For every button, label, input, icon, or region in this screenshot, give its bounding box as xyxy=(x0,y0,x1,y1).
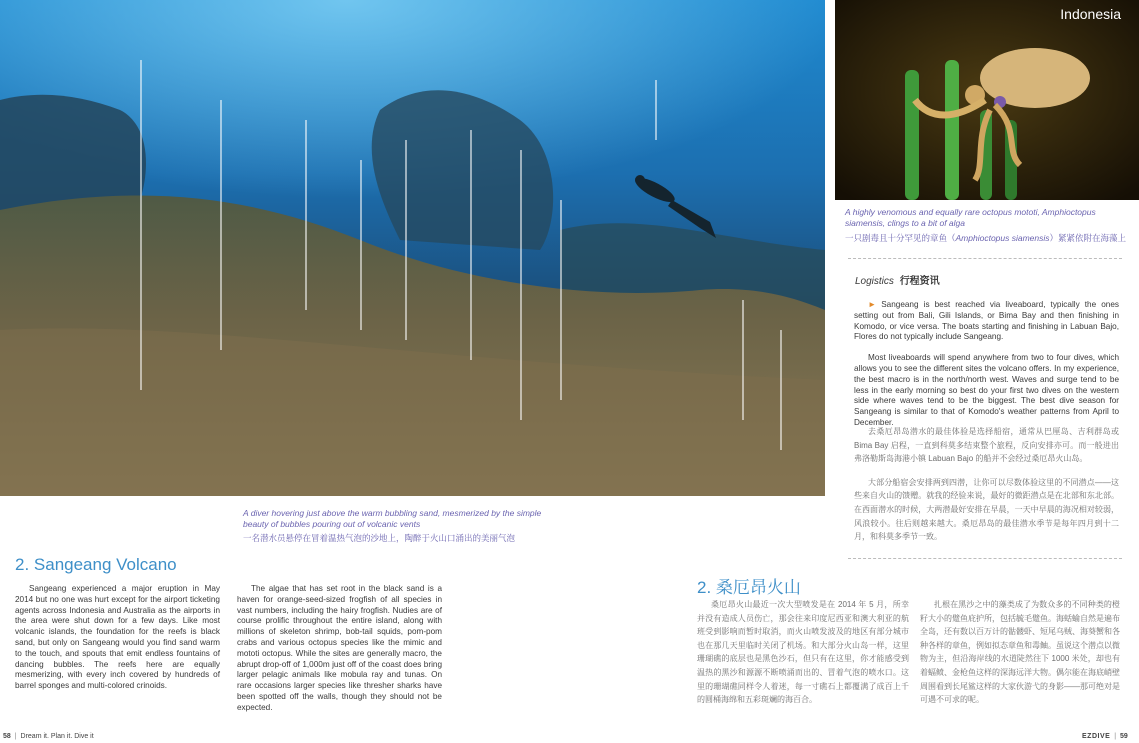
main-photo-caption-cn: 一名潜水员悬停在冒着温热气泡的沙地上，陶醉于火山口涌出的美丽气泡 xyxy=(243,533,516,543)
footer-left: 58 | Dream it. Plan it. Dive it xyxy=(3,733,94,740)
logistics-paragraph-2: Most liveaboards will spend anywhere from two to four dives, which allows you to see the different sites the volcano offers. In my experience, the best macro is in the north/north west. Waves and surge tend to be less in the early morning so best do your first two dives on the western side where waves tend to be the biggest. The best dive season for Sangeang is similar to that of Komodo's weather patterns from April to December. xyxy=(854,353,1119,427)
article-en-col1-text: Sangeang experienced a major eruption in May 2014 but no one was hurt except for the airport ticketing agents across Indonesia and Australia as the airports in the area were shut down for a few days. Like most volcanic islands, the foundation for the reefs is black sand, but only on Sangeang would you find sand warm to the touch, and spouts that emit endless fountains of dancing bubbles. The reefs here are equally mesmerizing, with every inch covered by hundreds of barrel sponges and multi-colored crinoids. xyxy=(15,584,220,691)
logistics-top-divider xyxy=(848,258,1122,259)
logistics-text-en xyxy=(854,300,1119,429)
octopus-image xyxy=(835,0,1139,200)
region-label: Indonesia xyxy=(1060,6,1121,22)
article-en-column-1 xyxy=(15,584,220,692)
underwater-scene-image xyxy=(0,0,825,496)
octopus-caption-cn-sci: Amphioctopus siamensis xyxy=(955,233,1050,243)
article-en-col2-text: The algae that has set root in the black sand is a haven for orange-seed-sized frogfish of all species in vast numbers, including the hairy frogfish. Nudies are of course prolific throughout the entire island, along with millions of skeleton shrimp, bob-tail squids, pom-pom crabs and various octopus species like the mimic and mototi octopus. While the sites are generally macro, the abrupt drop-off of 1,000m just off of the coast does bring larger pelagic animals like mobula ray and tunas. On rare occasions larger species like thresher sharks have been spotted off the walls, though they should not be expected. xyxy=(237,584,442,712)
logistics-title-en: Logistics xyxy=(855,276,894,287)
article-cn-col2-text: 扎根在黑沙之中的藻类成了为数众多的不同种类的橙籽大小的躄鱼庇护所，包括毓毛躄鱼。海蛞蝓自然是遍布全岛，还有数以百万计的骷髅虾、短尾乌贼、海葵蟹和各种各样的章鱼，例如拟态章鱼和毒鲉。虽说这个潜点以微物为主，但沿海岸线的水道陡然往下 1000 米处，却也有着蝠鲼、金枪鱼这样的深海远洋大物。偶尔能在海底峭壁周围看到长尾鲨这样的大家伙游弋的身影——那可绝对是可遇不可求的呢。 xyxy=(920,600,1120,705)
logistics-bottom-divider xyxy=(848,558,1122,559)
article-cn-column-2 xyxy=(920,598,1120,707)
logistics-text-cn xyxy=(854,425,1119,544)
main-photo xyxy=(0,0,825,496)
brand-logo: EZDIVE xyxy=(1082,733,1111,740)
octopus-caption-en: A highly venomous and equally rare octopus mototi, Amphioctopus siamensis, clings to a bit of alga xyxy=(845,207,1096,228)
logistics-cn-paragraph-2: 大部分船宿会安排两到四潜，让你可以尽数体验这里的不同潜点——这些来自火山的馈赠。就我的经验来说，最好的微距潜点是在北部和东北部。在西面潜水的时候，大两潜最好安排在早晨，一天中早晨的海况相对较弱，风浪较小。往后则越来越大。桑厄昂岛的最佳潜水季节是每年四月到十二月，和科莫多季节一致。 xyxy=(854,477,1119,542)
article-heading-en: 2. Sangeang Volcano xyxy=(15,555,177,574)
article-cn-column-1 xyxy=(697,598,909,707)
article-en-column-2 xyxy=(237,584,442,714)
logistics-title xyxy=(855,272,940,287)
logistics-paragraph-1 xyxy=(854,300,1119,343)
arrow-icon: ► xyxy=(868,300,877,309)
article-cn-col1-text: 桑厄昂火山最近一次大型喷发是在 2014 年 5 月，所幸并没有造成人员伤亡，那会往来印度尼西亚和澳大利亚的航班受到影响而暂时取消，而火山喷发波及的地区有部分城市也在那几天里临时关闭了机场。和大部分火山岛一样，这里珊瑚礁的底层也是黑色沙石，但只有在这里，你才能感受到温热的黑沙和源源不断喷涌而出的、冒着气泡的喷水口。这里的珊瑚礁同样令人着迷，每一寸礁石上都覆满了成百上千的圆桶海绵和五彩斑斓的海百合。 xyxy=(697,600,909,705)
footer-tagline: Dream it. Plan it. Dive it xyxy=(20,733,94,740)
octopus-caption-cn xyxy=(845,233,1135,244)
left-page-number: 58 xyxy=(3,733,11,740)
logistics-paragraph-1-text: Sangeang is best reached via liveaboard, typically the ones setting out from Bali, Gili Islands, or Bima Bay and then finishing in Komodo, or vice versa. The boats starting and finishing in Labuan Bajo, Flores do not typically include Sangeang. xyxy=(854,300,1119,342)
article-heading-cn: 2. 桑厄昂火山 xyxy=(697,578,801,597)
logistics-cn-paragraph-1: 去桑厄昂岛潜水的最佳体验是选择船宿，通常从巴厘岛、吉利群岛或 Bima Bay 启程，一直到科莫多结束整个旅程，反向安排亦可。而一般进出弗洛勒斯岛海港小镇 Labuan Bajo 的船并不会经过桑厄昂火山岛。 xyxy=(854,427,1119,464)
octopus-caption-cn-post: ）紧紧依附在海藻上 xyxy=(1049,233,1127,243)
logistics-title-cn: 行程资讯 xyxy=(899,276,940,287)
right-page-number: 59 xyxy=(1120,733,1128,740)
footer-right: EZDIVE | 59 xyxy=(1082,733,1128,740)
main-photo-caption-en: A diver hovering just above the warm bubbling sand, mesmerized by the simple beauty of bubbles pouring out of volcanic vents xyxy=(243,508,542,529)
octopus-caption-cn-pre: 一只剧毒且十分罕见的章鱼（ xyxy=(845,233,956,243)
octopus-photo xyxy=(835,0,1139,200)
